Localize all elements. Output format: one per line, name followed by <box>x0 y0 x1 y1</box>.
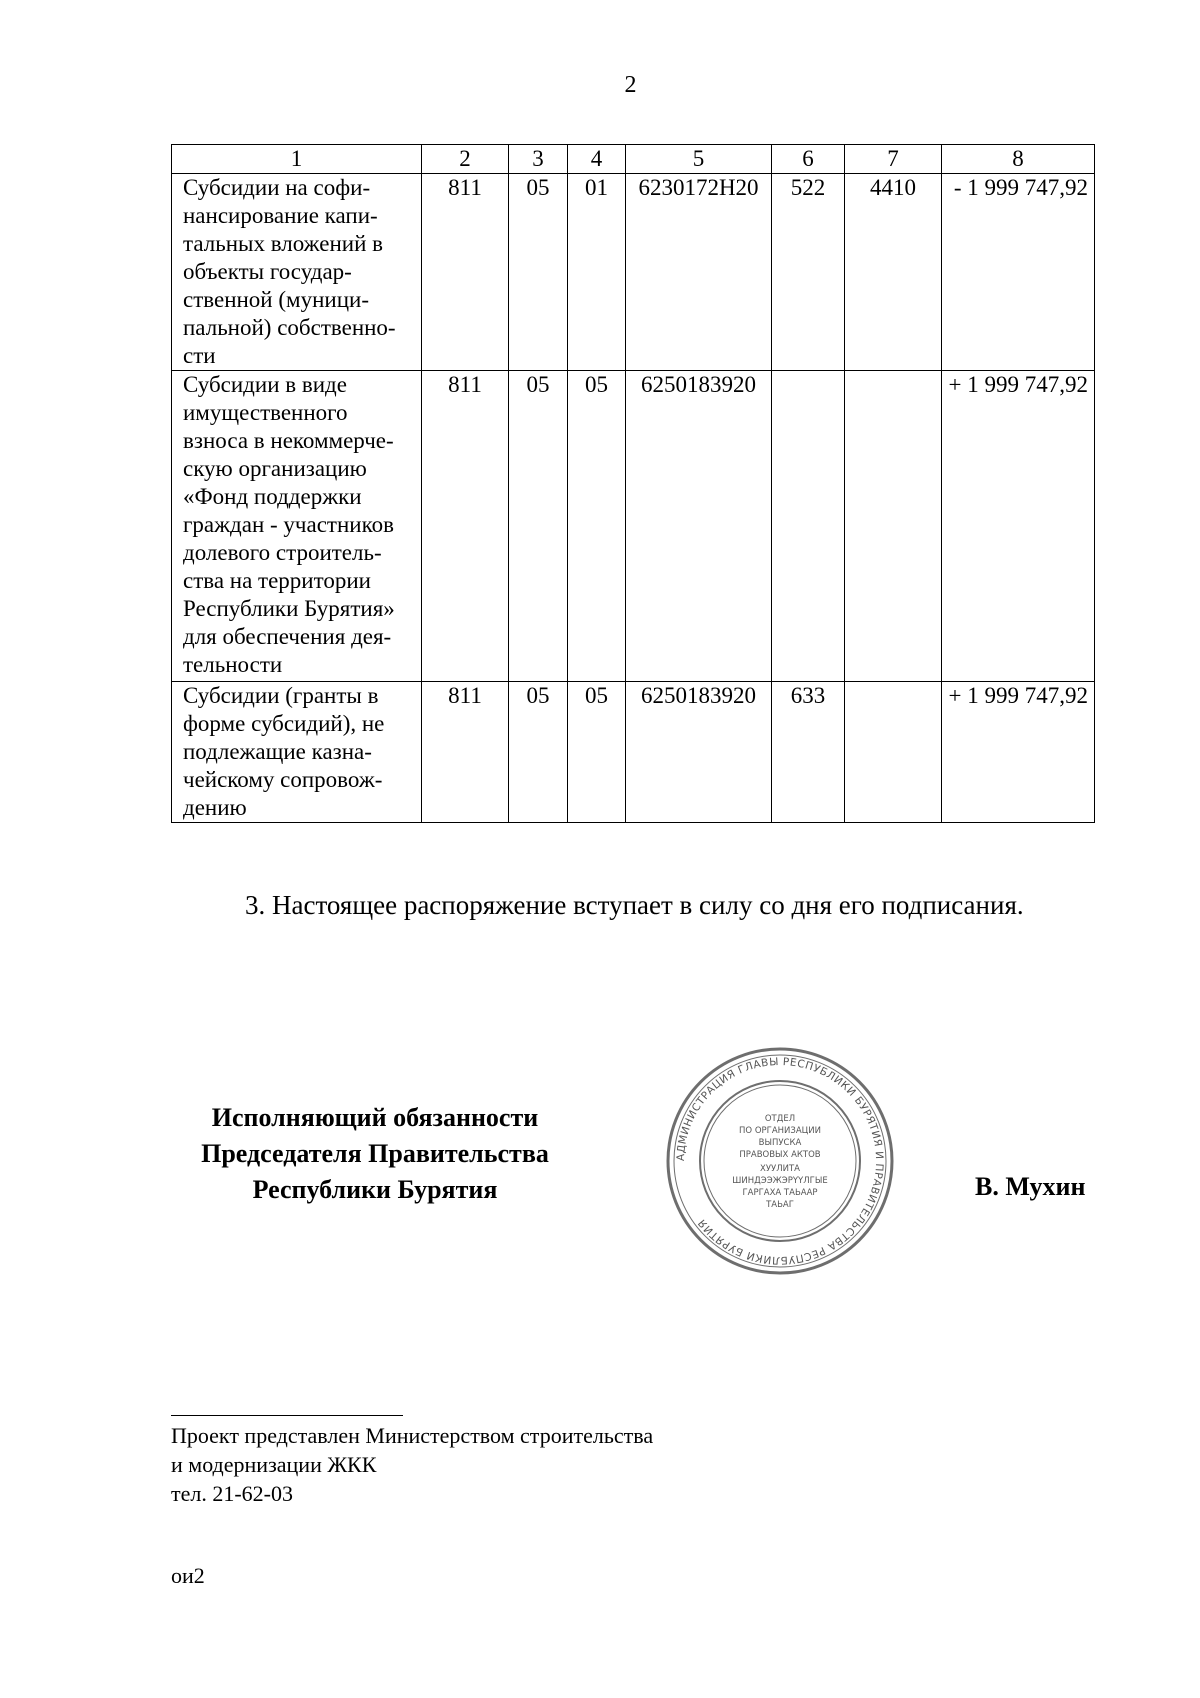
signer-title: Исполняющий обязанности Председателя Правительства Республики Бурятия <box>201 1103 549 1204</box>
stamp-line: ХУУЛИТА <box>760 1164 800 1174</box>
row-description: Субсидии на софи- нансирование капи- тальных вложений в объекты государ- ственной (муници- пальной) собственно- сти <box>172 174 422 371</box>
header-col-4: 4 <box>568 145 626 174</box>
row-code-7: 4410 <box>845 174 942 371</box>
header-col-3: 3 <box>509 145 568 174</box>
row-code-3: 05 <box>509 174 568 371</box>
stamp-line: ПО ОРГАНИЗАЦИИ <box>739 1126 821 1136</box>
clause-3: 3. Настоящее распоряжение вступает в силу со дня его подписания. <box>245 890 1024 920</box>
stamp-line: ПРАВОВЫХ АКТОВ <box>739 1150 821 1160</box>
row-code-3: 05 <box>509 682 568 823</box>
stamp-line: ВЫПУСКА <box>758 1138 802 1148</box>
row-code-2: 811 <box>422 682 509 823</box>
table-row <box>172 682 1095 823</box>
row-code-7 <box>845 371 942 682</box>
header-col-7: 7 <box>845 145 942 174</box>
row-code-6: 633 <box>772 682 845 823</box>
row-amount: - 1 999 747,92 <box>942 174 1095 371</box>
row-code-7 <box>845 682 942 823</box>
row-description: Субсидии (гранты в форме субсидий), не подлежащие казна- чейскому сопровож- дению <box>172 682 422 823</box>
header-col-5: 5 <box>626 145 772 174</box>
stamp-line: ГАРГАХА ТАЬААР <box>742 1188 818 1198</box>
footnote-divider <box>171 1415 403 1416</box>
row-code-4: 05 <box>568 371 626 682</box>
document-code: ои2 <box>171 1563 205 1588</box>
row-code-4: 01 <box>568 174 626 371</box>
row-code-5: 6250183920 <box>626 682 772 823</box>
row-amount: + 1 999 747,92 <box>942 371 1095 682</box>
footnote: Проект представлен Министерством строительства и модернизации ЖКК тел. 21-62-03 <box>171 1423 654 1506</box>
svg-text:АДМИНИСТРАЦИЯ ГЛАВЫ РЕСПУБЛИКИ <box>675 1056 885 1266</box>
stamp-line: ШИНДЭЭЖЭРҮҮЛГЫЕ <box>732 1176 828 1186</box>
row-code-2: 811 <box>422 174 509 371</box>
header-col-6: 6 <box>772 145 845 174</box>
row-code-6: 522 <box>772 174 845 371</box>
stamp-line: ОТДЕЛ <box>764 1114 796 1124</box>
row-code-3: 05 <box>509 371 568 682</box>
row-code-4: 05 <box>568 682 626 823</box>
table-row <box>172 174 1095 371</box>
row-amount: + 1 999 747,92 <box>942 682 1095 823</box>
row-code-2: 811 <box>422 371 509 682</box>
header-col-1: 1 <box>172 145 422 174</box>
stamp-line: ТАЬАГ <box>766 1200 794 1210</box>
table-header-row <box>172 145 1095 174</box>
budget-table <box>171 144 1095 823</box>
row-code-5: 6250183920 <box>626 371 772 682</box>
signer-name: В. Мухин <box>975 1172 1086 1201</box>
header-col-2: 2 <box>422 145 509 174</box>
row-code-5: 6230172Н20 <box>626 174 772 371</box>
header-col-8: 8 <box>942 145 1095 174</box>
stamp-outer-text: АДМИНИСТРАЦИЯ ГЛАВЫ РЕСПУБЛИКИ БУРЯТИЯ И ПРАВИТЕЛЬСТВА РЕСПУБЛИКИ БУРЯТИЯ <box>674 1055 886 1267</box>
row-code-6 <box>772 371 845 682</box>
row-description: Субсидии в виде имущественного взноса в некоммерче- скую организацию «Фонд поддержки граждан - участников долевого строитель- ства на территории Республики Бурятия» для обеспечения дея- тельности <box>172 371 422 682</box>
table-row <box>172 371 1095 682</box>
page-number: 2 <box>624 72 637 98</box>
official-stamp <box>660 1045 900 1277</box>
